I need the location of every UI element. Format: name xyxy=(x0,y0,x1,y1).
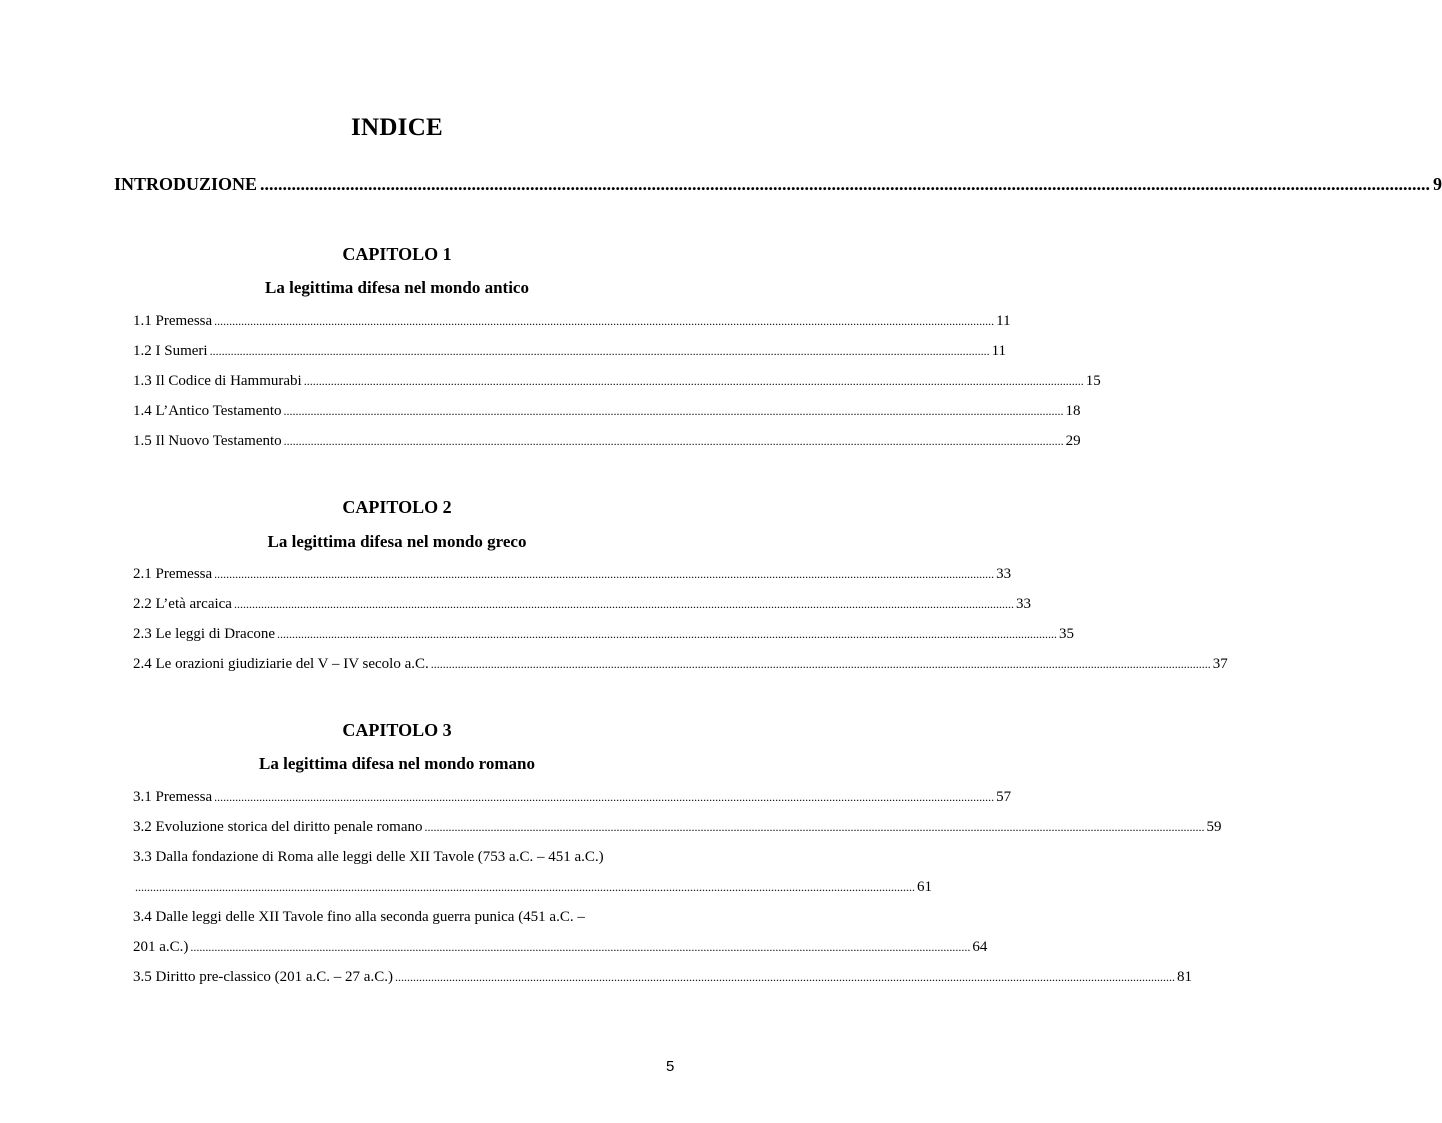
toc-entry-2-1[interactable] xyxy=(133,566,1012,583)
toc-entry-label: 1.1 Premessa xyxy=(133,313,213,329)
dot-leader: .................................................................................................................................................................................................................................................................... xyxy=(233,597,1014,611)
toc-entry-label: 1.4 L’Antico Testamento xyxy=(133,403,282,419)
toc-entry-label: 201 a.C.) xyxy=(133,939,189,955)
toc-entry-page: 81 xyxy=(1176,969,1192,985)
dot-leader: .................................................................................................................................................................................................................................................................... xyxy=(430,657,1211,671)
toc-entry-3-4-line1[interactable]: 3.4 Dalle leggi delle XII Tavole fino alla seconda guerra punica (451 a.C. – xyxy=(133,909,585,925)
toc-entry-label: 2.4 Le orazioni giudiziarie del V – IV secolo a.C. xyxy=(133,656,429,672)
chapter-2-heading: CAPITOLO 2 xyxy=(342,497,452,517)
toc-entry-3-3[interactable] xyxy=(133,879,932,896)
toc-entry-1-1[interactable] xyxy=(133,313,1011,330)
toc-entry-1-2[interactable] xyxy=(133,343,1007,360)
dot-leader: .................................................................................................................................................................................................................................................................... xyxy=(214,790,995,804)
toc-entry-3-4[interactable] xyxy=(133,939,988,956)
dot-leader: .................................................................................................................................................................................................................................................................... xyxy=(283,434,1064,448)
toc-entry-2-4[interactable] xyxy=(133,656,1228,673)
toc-entry-page: 9 xyxy=(1433,174,1442,194)
toc-entry-label: 2.3 Le leggi di Dracone xyxy=(133,626,276,642)
toc-entry-3-5[interactable] xyxy=(133,969,1192,986)
dot-leader: .................................................................................................................................................................................................................................................................... xyxy=(424,820,1205,834)
toc-entry-1-5[interactable] xyxy=(133,433,1081,450)
toc-entry-page: 59 xyxy=(1206,819,1222,835)
dot-leader: .................................................................................................................................................................................................................................................................... xyxy=(277,627,1058,641)
toc-entry-page: 35 xyxy=(1059,626,1075,642)
page-title: INDICE xyxy=(350,114,444,141)
chapter-2-subtitle: La legittima difesa nel mondo greco xyxy=(267,532,527,551)
chapter-3-subtitle: La legittima difesa nel mondo romano xyxy=(259,754,535,773)
toc-entry-page: 37 xyxy=(1212,656,1228,672)
toc-entry-page: 64 xyxy=(972,939,988,955)
toc-entry-3-3-line1[interactable]: 3.3 Dalla fondazione di Roma alle leggi delle XII Tavole (753 a.C. – 451 a.C.) xyxy=(133,849,604,865)
dot-leader: .................................................................................................................................................................................................................................................................... xyxy=(190,940,971,954)
toc-entry-label: 1.5 Il Nuovo Testamento xyxy=(133,433,282,449)
toc-entry-page: 11 xyxy=(996,313,1011,329)
toc-entry-label: 1.3 Il Codice di Hammurabi xyxy=(133,373,302,389)
toc-entry-label: 2.1 Premessa xyxy=(133,566,213,582)
toc-entry-3-1[interactable] xyxy=(133,789,1012,806)
dot-leader: .................................................................................................................................................................................................................................................................... xyxy=(394,970,1175,984)
toc-entry-label: INTRODUZIONE xyxy=(114,174,258,194)
dot-leader: .................................................................................................................................................................................................................................................................... xyxy=(209,344,990,358)
toc-entry-1-4[interactable] xyxy=(133,403,1081,420)
page-number: 5 xyxy=(666,1058,675,1075)
dot-leader: .................................................................................................................................................................................................................................................................... xyxy=(214,567,995,581)
dot-leader: .................................................................................................................................................................................................................................................................... xyxy=(214,314,995,328)
dot-leader: .................................................................................................................................................................................................................................................................... xyxy=(135,880,915,894)
toc-entry-label: 2.2 L’età arcaica xyxy=(133,596,232,612)
toc-entry-page: 11 xyxy=(991,343,1007,359)
toc-entry-page: 18 xyxy=(1065,403,1081,419)
toc-entry-page: 61 xyxy=(917,879,932,895)
toc-entry-2-3[interactable] xyxy=(133,626,1075,643)
toc-entry-introduction[interactable] xyxy=(114,174,1442,195)
toc-entry-page: 29 xyxy=(1065,433,1081,449)
dot-leader: .................................................................................................................................................................................................................................................................... xyxy=(260,174,1431,194)
dot-leader: .................................................................................................................................................................................................................................................................... xyxy=(303,374,1084,388)
chapter-1-heading: CAPITOLO 1 xyxy=(342,244,452,264)
toc-entry-2-2[interactable] xyxy=(133,596,1031,613)
toc-entry-3-2[interactable] xyxy=(133,819,1222,836)
toc-entry-page: 33 xyxy=(1015,596,1031,612)
toc-entry-label: 1.2 I Sumeri xyxy=(133,343,208,359)
toc-entry-page: 15 xyxy=(1085,373,1101,389)
toc-entry-label: 3.5 Diritto pre-classico (201 a.C. – 27 a.C.) xyxy=(133,969,393,985)
toc-entry-page: 33 xyxy=(996,566,1012,582)
toc-entry-1-3[interactable] xyxy=(133,373,1101,390)
chapter-1-subtitle: La legittima difesa nel mondo antico xyxy=(265,278,529,297)
toc-entry-label: 3.2 Evoluzione storica del diritto penale romano xyxy=(133,819,423,835)
dot-leader: .................................................................................................................................................................................................................................................................... xyxy=(283,404,1064,418)
toc-entry-label: 3.1 Premessa xyxy=(133,789,213,805)
chapter-3-heading: CAPITOLO 3 xyxy=(342,720,452,740)
toc-entry-page: 57 xyxy=(996,789,1012,805)
